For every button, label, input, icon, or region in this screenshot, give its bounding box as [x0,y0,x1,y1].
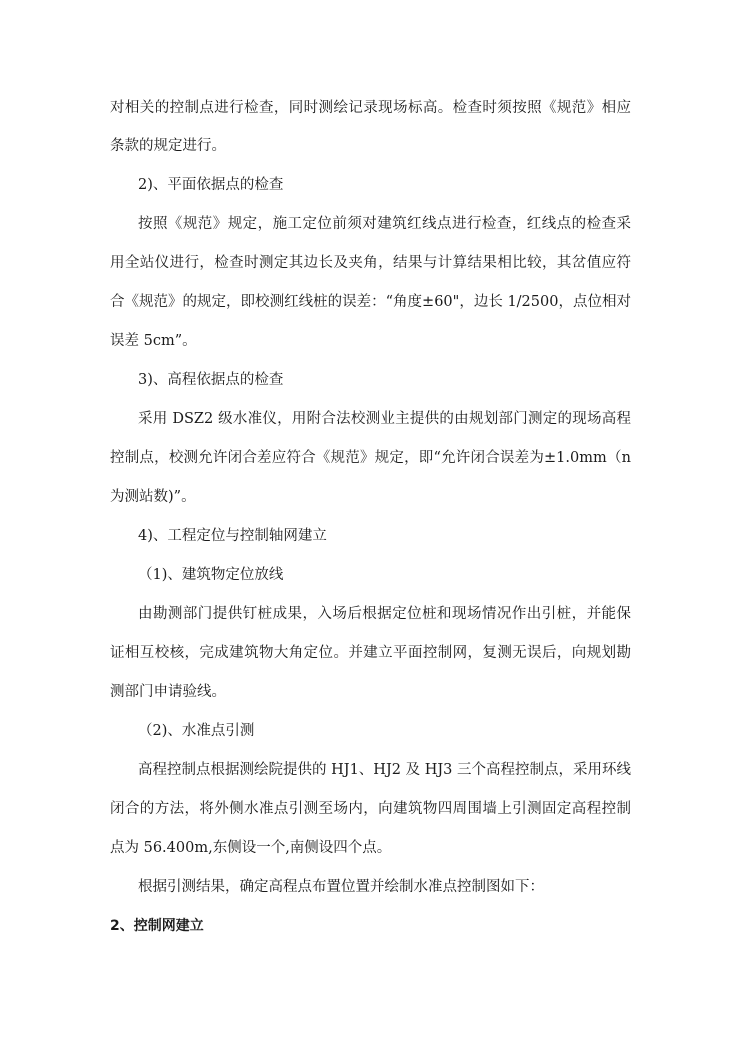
paragraph-line: 闭合的方法，将外侧水准点引测至场内，向建筑物四周围墙上引测固定高程控制 [110,801,631,817]
subheading: （1)、建筑物定位放线 [138,567,284,583]
paragraph-line: 根据引测结果，确定高程点布置位置并绘制水准点控制图如下： [138,879,544,895]
paragraph-line: 测部门申请验线。 [110,684,226,700]
subheading: （2)、水准点引测 [138,723,255,739]
paragraph-line: 条款的规定进行。 [110,138,226,154]
subheading: 3)、高程依据点的检查 [138,372,284,388]
paragraph-line: 按照《规范》规定，施工定位前须对建筑红线点进行检查，红线点的检查采 [138,216,631,232]
paragraph-line: 用全站仪进行，检查时测定其边长及夹角，结果与计算结果相比较，其岔值应符 [110,255,631,271]
paragraph-line: 高程控制点根据测绘院提供的 HJ1、HJ2 及 HJ3 三个高程控制点，采用环线 [138,762,631,778]
paragraph-line: 采用 DSZ2 级水准仪，用附合法校测业主提供的由规划部门测定的现场高程 [138,411,631,427]
paragraph-line: 误差 5cm”。 [110,333,197,349]
paragraph-line: 对相关的控制点进行检查，同时测绘记录现场标高。检查时须按照《规范》相应 [110,100,631,116]
paragraph-line: 为测站数)”。 [110,489,196,505]
paragraph-line: 控制点，校测允许闭合差应符合《规范》规定，即“允许闭合误差为±1.0mm（n [110,450,631,466]
section-heading: 2、控制网建立 [110,918,204,934]
paragraph-line: 由勘测部门提供钉桩成果，入场后根据定位桩和现场情况作出引桩，并能保 [138,606,631,622]
subheading: 4)、工程定位与控制轴网建立 [138,528,327,544]
subheading: 2)、平面依据点的检查 [138,177,284,193]
paragraph-line: 点为 56.400m,东侧设一个,南侧设四个点。 [110,840,392,856]
paragraph-line: 合《规范》的规定，即校测红线桩的误差：“角度±60"，边长 1/2500，点位相对 [110,294,631,310]
paragraph-line: 证相互校核，完成建筑物大角定位。并建立平面控制网，复测无误后，向规划勘 [110,645,631,661]
